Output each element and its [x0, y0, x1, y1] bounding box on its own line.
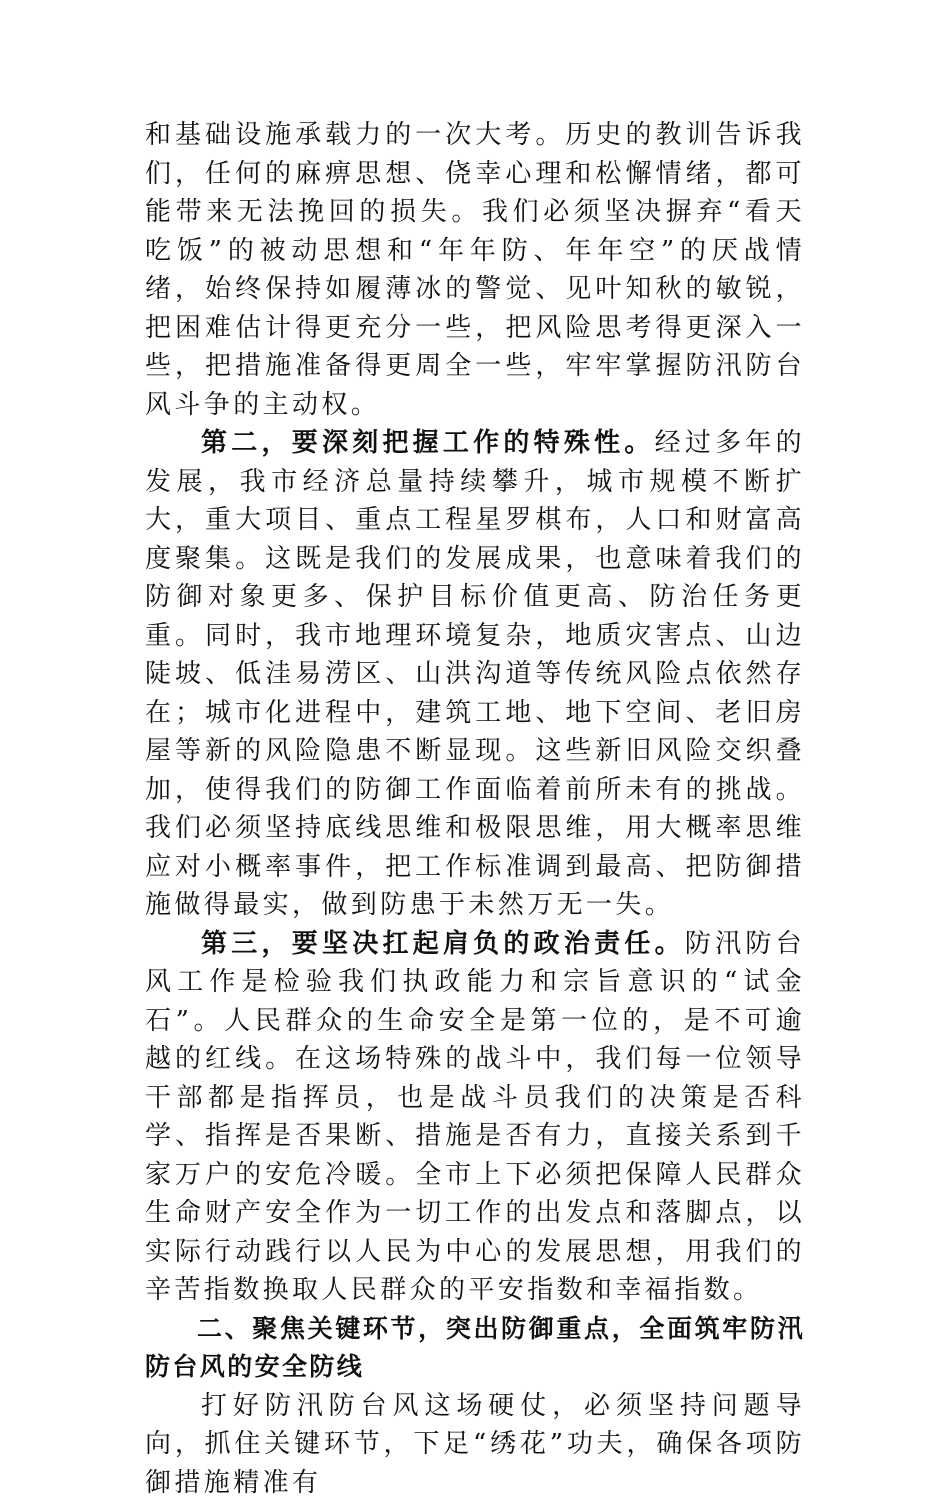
paragraph-2-text: 经过多年的发展，我市经济总量持续攀升，城市规模不断扩大，重大项目、重点工程星罗棋布，人口和财富高度聚集。这既是我们的发展成果，也意味着我们的防御对象更多、保护目标价值更高、防治任务更重。同时，我市地理环境复杂，地质灾害点、山边陡坡、低洼易涝区、山洪沟道等传统风险点依然存在；城市化进程中，建筑工地、地下空间、老旧房屋等新的风险隐患不断显现。这些新旧风险交织叠加，使得我们的防御工作面临着前所未有的挑战。我们必须坚持底线思维和极限思维，用大概率思维应对小概率事件，把工作标准调到最高、把防御措施做得最实，做到防患于未然万无一失。 — [145, 428, 805, 920]
closing-paragraph: 打好防汛防台风这场硬仗，必须坚持问题导向，抓住关键环节，下足“绣花”功夫，确保各项防御措施精准有 — [145, 1387, 805, 1502]
paragraph-3 — [145, 925, 805, 1310]
paragraph-1-text: 和基础设施承载力的一次大考。历史的教训告诉我们，任何的麻痹思想、侥幸心理和松懈情绪，都可能带来无法挽回的损失。我们必须坚决摒弃“看天吃饭”的被动思想和“年年防、年年空”的厌战情绪，始终保持如履薄冰的警觉、见叶知秋的敏锐，把困难估计得更充分一些，把风险思考得更深入一些，把措施准备得更周全一些，牢牢掌握防汛防台风斗争的主动权。 — [145, 120, 805, 420]
paragraph-3-text: 防汛防台风工作是检验我们执政能力和宗旨意识的“试金石”。人民群众的生命安全是第一位的，是不可逾越的红线。在这场特殊的战斗中，我们每一位领导干部都是指挥员，也是战斗员我们的决策是否科学、指挥是否果断、措施是否有力，直接关系到千家万户的安危冷暖。全市上下必须把保障人民群众生命财产安全作为一切工作的出发点和落脚点，以实际行动践行以人民为中心的发展思想，用我们的辛苦指数换取人民群众的平安指数和幸福指数。 — [145, 929, 805, 1306]
paragraph-3-lead: 第三，要坚决扛起肩负的政治责任。 — [201, 929, 685, 959]
section-heading: 二、聚焦关键环节，突出防御重点，全面筑牢防汛防台风的安全防线 — [145, 1310, 805, 1387]
paragraph-2-lead: 第二，要深刻把握工作的特殊性。 — [201, 428, 655, 458]
document-page — [145, 116, 805, 1502]
paragraph-1 — [145, 116, 805, 424]
paragraph-2 — [145, 424, 805, 925]
